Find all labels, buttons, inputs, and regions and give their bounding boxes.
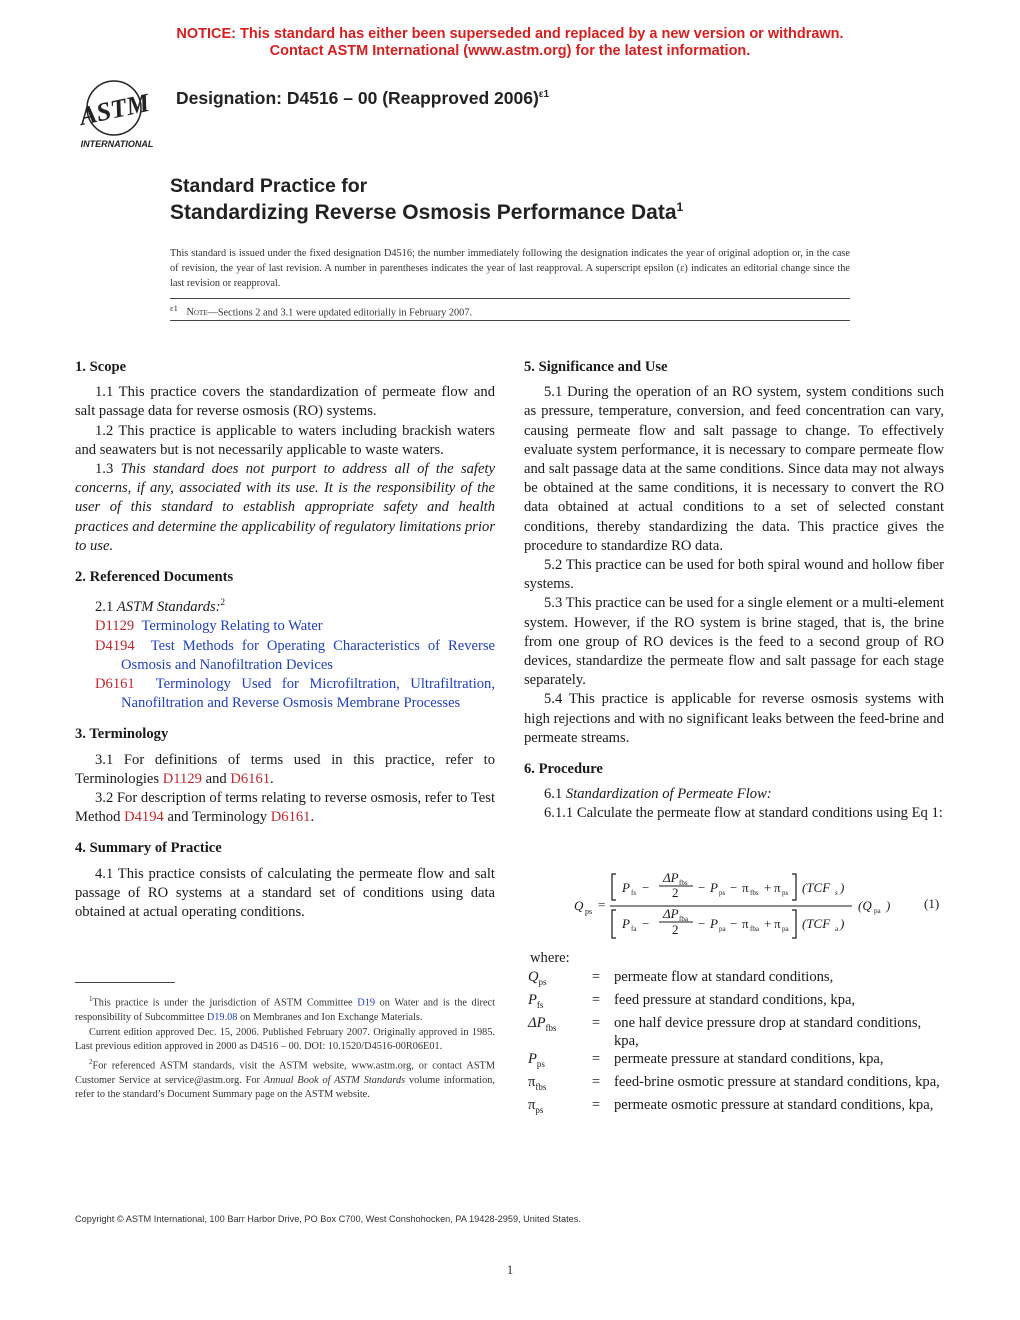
paragraph-6-1-1: 6.1.1 Calculate the permeate flow at standard conditions using Eq 1: (544, 805, 943, 822)
divider (170, 320, 850, 321)
left-column (75, 358, 495, 922)
definition-row (528, 1014, 948, 1050)
footnote-1-text: This practice is under the jurisdiction of ASTM Committee (92, 997, 358, 1009)
section-heading-scope: 1. Scope (75, 359, 127, 375)
astm-logo (72, 78, 162, 150)
svg-text:π: π (774, 916, 781, 931)
paragraph-5-4: 5.4 This practice is applicable for reverse osmosis systems with high rejections and with no significant leaks between the feed-brine and permeate streams. (524, 691, 944, 746)
footnote-1-marker: 1 (89, 995, 93, 1003)
svg-text:=: = (598, 897, 606, 912)
svg-text:fba: fba (679, 915, 688, 923)
designation-label: Designation: D4516 – 00 (Reapproved 2006) (176, 88, 539, 108)
symbol-text: P (528, 991, 537, 1008)
reference-title-link[interactable]: Terminology Relating to Water (141, 618, 323, 635)
designation-epsilon: ε1 (538, 89, 550, 101)
svg-text:(TCF: (TCF (802, 880, 831, 895)
footnote-1-text: on Water and is the direct responsibility of Subcommittee (75, 997, 495, 1024)
where-label: where: (530, 950, 570, 966)
svg-text:P: P (710, 916, 718, 931)
symbol-text: Q (528, 969, 539, 985)
section-heading-referenced: 2. Referenced Documents (75, 569, 234, 586)
svg-text:−: − (698, 880, 706, 895)
paragraph-3-1-text: and (201, 770, 231, 787)
editorial-note (170, 303, 472, 318)
paragraph-3-1-text: . (270, 770, 274, 787)
paragraph-3-1 (75, 751, 495, 789)
definition-equals: = (591, 1096, 601, 1113)
footnote-1 (75, 992, 495, 1026)
svg-text:−: − (730, 880, 738, 895)
svg-text:(Q: (Q (858, 898, 872, 913)
editorial-note-text: —Sections 2 and 3.1 were updated editorially in February 2007. (207, 307, 473, 319)
footnote-2-italic: Annual Book of ASTM Standards (263, 1074, 406, 1086)
equation-graphic (560, 866, 950, 946)
symbol-subscript: ps (535, 1104, 544, 1115)
svg-text:ps: ps (719, 889, 726, 897)
definition-text: feed-brine osmotic pressure at standard conditions, kpa, (614, 1073, 940, 1090)
definition-row (528, 991, 948, 1014)
svg-text:−: − (730, 916, 738, 931)
withdrawal-notice (0, 26, 1020, 60)
definition-row (528, 1050, 948, 1073)
svg-text:a: a (835, 925, 839, 933)
svg-text:−: − (698, 916, 706, 931)
paragraph-1-3 (75, 460, 495, 556)
svg-text:P: P (710, 880, 718, 895)
link-d19-08[interactable]: D19.08 (206, 1012, 238, 1024)
definition-equals: = (591, 969, 601, 985)
equation-number: (1) (924, 896, 940, 911)
svg-text:Q: Q (574, 898, 584, 913)
title-footnote-ref: 1 (676, 200, 684, 214)
symbol-subscript: ps (538, 976, 547, 987)
paragraph-5-3: 5.3 This practice can be used for a single element or a multi-element system. However, if the RO system is brine staged, that is, the brine from one group of RO devices is the feed to a second group of RO devices, standardize the permeate flow and salt passage for each stage separately. (524, 595, 944, 689)
title-text: Standardizing Reverse Osmosis Performance Data (170, 201, 677, 224)
svg-text:+: + (764, 916, 772, 931)
definition-equals: = (591, 1014, 601, 1031)
paragraph-4-1: 4.1 This practice consists of calculating the permeate flow and salt passage of RO systems at a standard set of conditions using data obtained at actual operating conditions. (75, 865, 495, 920)
svg-text:π: π (774, 880, 781, 895)
link-d19[interactable]: D19 (357, 997, 375, 1009)
paragraph-3-2 (75, 789, 495, 827)
definition-row (528, 1096, 948, 1119)
notice-line-1: NOTICE: This standard has either been superseded and replaced by a new version or withdrawn. (176, 26, 844, 42)
definition-symbol (528, 991, 578, 1014)
definition-text: feed pressure at standard conditions, kpa, (614, 991, 856, 1008)
svg-text:s: s (835, 889, 838, 897)
link-d1129[interactable]: D1129 (162, 770, 202, 787)
svg-text:pa: pa (719, 925, 726, 933)
title-line-1: Standard Practice for (170, 175, 368, 197)
paragraph-6-1-label: Standardization of Permeate Flow: (565, 786, 772, 803)
editorial-note-label: Note (186, 307, 208, 319)
reference-title-link[interactable]: Terminology Used for Microfiltration, Ultrafiltration, Nanofiltration and Reverse Osmosis Membrane Processes (121, 675, 495, 712)
definition-text: one half device pressure drop at standard conditions, kpa, (614, 1014, 922, 1049)
section-heading-terminology: 3. Terminology (75, 726, 169, 743)
copyright-line: Copyright © ASTM International, 100 Barr Harbor Drive, PO Box C700, West Conshohocken, PA 19428-2959, United States. (75, 1214, 581, 1224)
svg-text:): ) (840, 880, 845, 895)
symbol-subscript: ps (536, 1058, 545, 1069)
definition-symbol (528, 968, 578, 991)
reference-d4194[interactable] (75, 637, 495, 675)
svg-text:): ) (886, 898, 891, 913)
reference-code-link[interactable]: D6161 (95, 675, 135, 692)
symbol-subscript: fbs (545, 1022, 557, 1033)
svg-text:ps: ps (782, 889, 789, 897)
svg-text:pa: pa (874, 907, 881, 915)
equation-1 (560, 866, 950, 946)
symbol-text: P (528, 1050, 537, 1067)
svg-text:2: 2 (672, 885, 679, 900)
logo-subtext: INTERNATIONAL (80, 139, 154, 149)
svg-text:ps: ps (585, 907, 593, 916)
definition-equals: = (591, 1073, 601, 1090)
svg-text:π: π (742, 880, 749, 895)
paragraph-1-3-number: 1.3 (95, 461, 121, 478)
section-heading-summary: 4. Summary of Practice (75, 840, 222, 857)
svg-text:fbs: fbs (679, 879, 688, 887)
paragraph-6-1-number: 6.1 (544, 786, 566, 803)
symbol-text: π (528, 1096, 536, 1113)
svg-text:fba: fba (750, 925, 759, 933)
footnote-2 (75, 1055, 495, 1103)
reference-title-link[interactable]: Test Methods for Operating Characteristics of Reverse Osmosis and Nanofiltration Devices (121, 637, 496, 673)
svg-text:2: 2 (672, 922, 679, 937)
definition-symbol (528, 1073, 578, 1096)
variable-definitions (528, 968, 948, 1119)
paragraph-2-1 (75, 593, 495, 617)
definition-equals: = (591, 1050, 601, 1067)
paragraph-3-2-text: 3.2 For description of terms relating to reverse osmosis, refer to Test Method (75, 789, 495, 826)
paragraph-2-1-number: 2.1 (95, 599, 117, 616)
paragraph-3-1-text: 3.1 For definitions of terms used in this practice, refer to Terminologies (75, 751, 495, 787)
definition-text: permeate pressure at standard conditions, kpa, (614, 1050, 884, 1067)
symbol-text: π (528, 1073, 536, 1090)
svg-text:P: P (622, 880, 630, 895)
definition-equals: = (591, 991, 601, 1008)
designation (176, 88, 549, 109)
paragraph-1-1: 1.1 This practice covers the standardization of permeate flow and salt passage data for reverse osmosis (RO) systems. (75, 384, 495, 420)
svg-text:fa: fa (631, 925, 637, 933)
definition-symbol (528, 1014, 578, 1050)
definition-row (528, 968, 948, 991)
footnotes (75, 992, 495, 1103)
symbol-subscript: fbs (535, 1081, 547, 1092)
footnote-divider (75, 982, 175, 983)
footnote-1-text: on Membranes and Ion Exchange Materials. (237, 1012, 423, 1024)
link-d6161[interactable]: D6161 (270, 809, 311, 826)
editorial-note-epsilon: ε1 (170, 303, 178, 313)
reference-d6161[interactable] (75, 675, 495, 713)
svg-text:−: − (642, 880, 650, 895)
svg-text:−: − (642, 916, 650, 931)
link-d6161[interactable]: D6161 (230, 770, 271, 787)
definition-symbol (528, 1050, 578, 1073)
svg-text:fbs: fbs (750, 889, 759, 897)
svg-text:(TCF: (TCF (802, 916, 831, 931)
notice-line-2: Contact ASTM International (www.astm.org) for the latest information. (269, 43, 751, 59)
paragraph-1-2: 1.2 This practice is applicable to waters including brackish waters and seawaters but is not necessarily applicable to waste waters. (75, 422, 495, 458)
svg-text:π: π (742, 916, 749, 931)
definition-row (528, 1073, 948, 1096)
footnote-2-marker: 2 (89, 1057, 93, 1066)
footnote-1-edition: Current edition approved Dec. 15, 2006. Published February 2007. Originally approved in 1985. Last previous edition approved in 2000 as D4516 – 00. DOI: 10.1520/D4516-00R06E01. (75, 1026, 495, 1053)
reference-d1129[interactable] (75, 617, 495, 636)
definition-text: permeate osmotic pressure at standard conditions, kpa, (614, 1096, 934, 1113)
symbol-text: ΔP (528, 1014, 546, 1031)
issuance-paragraph: This standard is issued under the fixed designation D4516; the number immediately following the designation indicates the year of original adoption or, in the case of revision, the year of last revision. A number in parentheses indicates the year of last reapproval. A superscript epsilon (ε) indicates an editorial change since the last revision or reapproval. (170, 248, 850, 289)
reference-code-link[interactable]: D4194 (95, 637, 135, 654)
footnote-2-text: volume information, refer to the standard’s Document Summary page on the ASTM website. (75, 1074, 495, 1101)
svg-text:fs: fs (631, 889, 637, 897)
paragraph-2-1-footnote-ref: 2 (220, 597, 226, 608)
paragraph-3-2-text: . (310, 809, 315, 826)
paragraph-5-1: 5.1 During the operation of an RO system, system conditions such as pressure, temperature, conversion, and feed concentration can vary, causing permeate flow and salt passage to change. To effectively evaluate system performance, it is necessary to compare permeate flow and salt passage data at the same conditions. Since data may not always be obtained at the same conditions, it is necessary to convert the RO data obtained at actual conditions to a set of selected constant conditions, thereby standardizing the data. This practice gives the procedure to standardize RO data. (524, 384, 944, 554)
svg-text:ΔP: ΔP (663, 906, 679, 921)
paragraph-1-3-text: This standard does not purport to address all of the safety concerns, if any, associated with its use. It is the responsibility of the user of this standard to establish appropriate safety and health practices and determine the applicability of regulatory limitations prior to use. (75, 461, 495, 554)
reference-code-link[interactable]: D1129 (95, 618, 135, 635)
symbol-subscript: fs (536, 999, 544, 1010)
logo-letters: ASTM (76, 87, 152, 132)
section-heading-significance: 5. Significance and Use (524, 359, 668, 375)
right-column (524, 358, 944, 824)
title-line-2 (170, 200, 683, 225)
paragraph-3-2-text: and Terminology (163, 809, 271, 826)
definition-text: permeate flow at standard conditions, (614, 969, 834, 985)
definition-symbol (528, 1096, 578, 1119)
paragraph-2-1-label: ASTM Standards: (116, 599, 221, 616)
footnote-2-text: For referenced ASTM standards, visit the ASTM website, www.astm.org, or contact ASTM Customer Service at service@astm.org. For (75, 1060, 495, 1086)
section-heading-procedure: 6. Procedure (524, 761, 603, 778)
svg-text:P: P (622, 916, 630, 931)
divider (170, 298, 850, 299)
paragraph-5-2: 5.2 This practice can be used for both spiral wound and hollow fiber systems. (524, 557, 944, 593)
svg-text:): ) (840, 916, 845, 931)
svg-text:+: + (764, 880, 772, 895)
svg-text:ΔP: ΔP (663, 870, 679, 885)
link-d4194[interactable]: D4194 (124, 809, 164, 826)
page-number: 1 (506, 1262, 514, 1277)
paragraph-6-1 (524, 785, 944, 804)
svg-text:pa: pa (782, 925, 789, 933)
